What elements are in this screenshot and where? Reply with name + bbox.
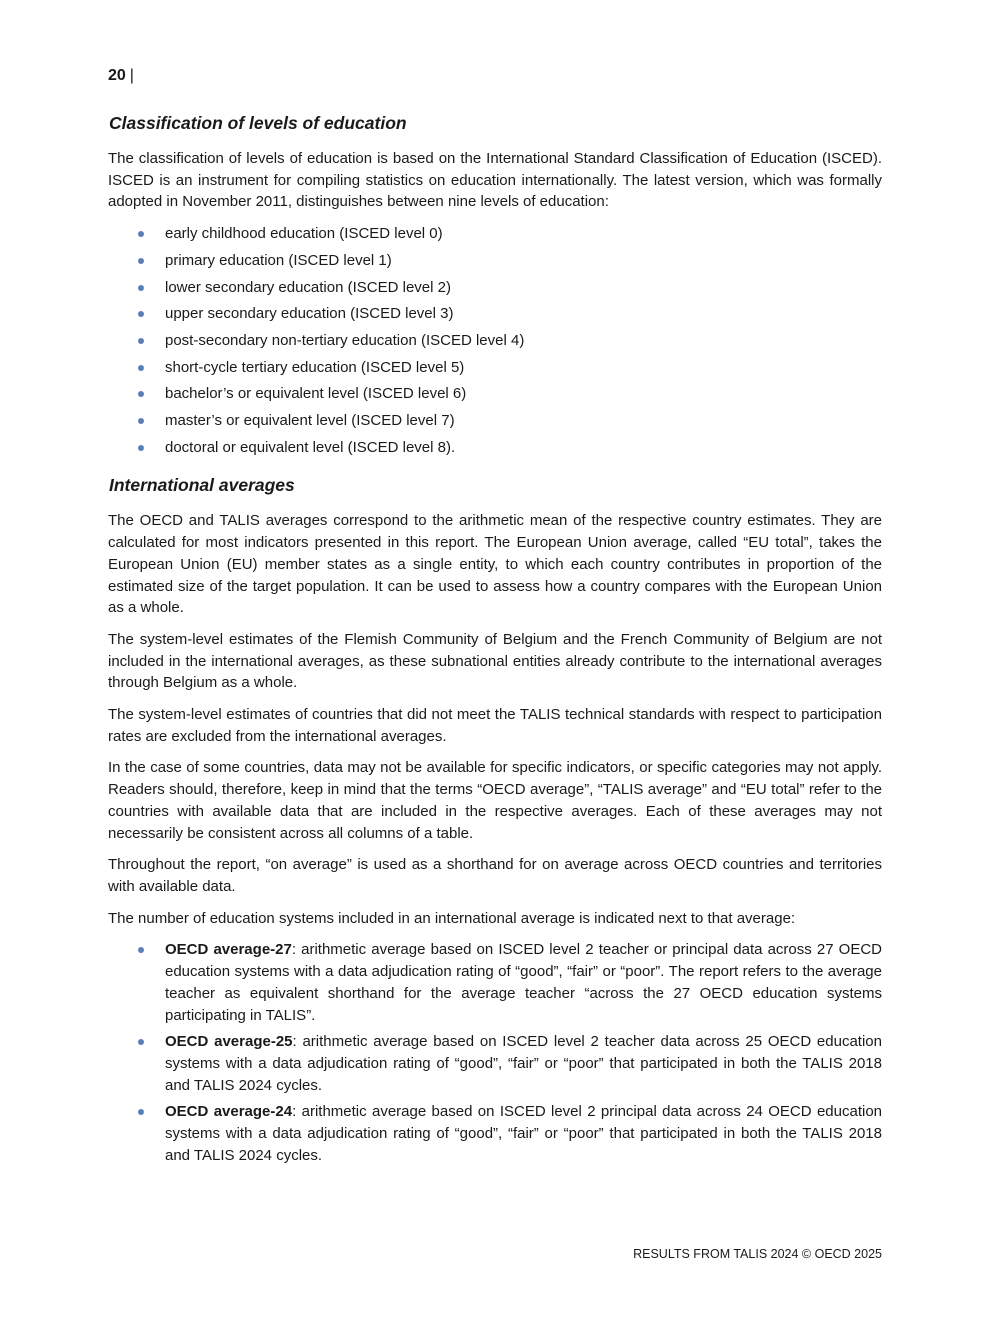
- average-term: OECD average-27: [165, 941, 292, 959]
- list-item: [108, 277, 882, 299]
- list-item: [108, 383, 882, 405]
- list-item-text: primary education (ISCED level 1): [165, 251, 392, 269]
- bullet-icon: [138, 445, 144, 451]
- body-paragraph: The OECD and TALIS averages correspond to the arithmetic mean of the respective country estimates. They are calculated for most indicators presented in this report. The European Union average, called “EU total”, takes the European Union (EU) member states as a single entity, to which each country contributes in proportion of the estimated size of the target population. It can be used to assess how a country compares with the European Union as a whole.: [108, 512, 882, 617]
- section-international-averages: [108, 474, 882, 1166]
- body-paragraph: The system-level estimates of countries that did not meet the TALIS technical standards with respect to participation rates are excluded from the international averages.: [108, 706, 882, 745]
- list-item-text: bachelor’s or equivalent level (ISCED level 6): [165, 385, 467, 403]
- average-description: : arithmetic average based on ISCED level 2 principal data across 24 OECD education systems with a data adjudication rating of “good”, “fair” or “poor” that participated in both the TALIS 2018 and TALIS 2024 cycles.: [165, 1103, 882, 1164]
- list-item: [108, 410, 882, 432]
- list-item-text: master’s or equivalent level (ISCED level 7): [165, 412, 455, 430]
- section-heading-international-averages: International averages: [109, 475, 295, 496]
- body-paragraph: The number of education systems included in an international average is indicated next to that average:: [108, 909, 796, 927]
- list-item: [108, 1101, 882, 1166]
- list-item: [108, 303, 882, 325]
- bullet-icon: [138, 947, 144, 953]
- bullet-icon: [138, 338, 144, 344]
- page-number: [108, 66, 134, 86]
- list-item: [108, 330, 882, 352]
- bullet-icon: [138, 365, 144, 371]
- list-item-text: upper secondary education (ISCED level 3): [165, 305, 454, 323]
- page-footer: RESULTS FROM TALIS 2024 © OECD 2025: [633, 1247, 882, 1261]
- list-item-text: lower secondary education (ISCED level 2): [165, 278, 451, 296]
- section-heading-classification: Classification of levels of education: [109, 113, 407, 133]
- page-content: [108, 112, 882, 1176]
- page-number-value: 20: [108, 67, 126, 84]
- list-item: [108, 1031, 882, 1096]
- list-item-text: early childhood education (ISCED level 0): [165, 225, 443, 243]
- body-paragraph: In the case of some countries, data may not be available for specific indicators, or specific categories may not apply. Readers should, therefore, keep in mind that the terms “OECD average”, “TALIS average” and “EU total” refer to the countries with available data that are included in the respective averages. Each of these averages may not necessarily be consistent across all columns of a table.: [108, 759, 882, 842]
- classification-intro-paragraph: The classification of levels of education is based on the International Standard Classification of Education (ISCED). ISCED is an instrument for compiling statistics on education internationally. The latest version, which was formally adopted in November 2011, distinguishes between nine levels of education:: [108, 150, 882, 211]
- bullet-icon: [138, 1039, 144, 1045]
- list-item: [108, 357, 882, 379]
- list-item-text: short-cycle tertiary education (ISCED level 5): [165, 358, 465, 376]
- body-paragraph: The system-level estimates of the Flemish Community of Belgium and the French Community of Belgium are not included in the international averages, as these subnational entities already contribute to the international averages through Belgium as a whole.: [108, 630, 882, 692]
- average-term: OECD average-24: [165, 1103, 293, 1121]
- bullet-icon: [138, 391, 144, 397]
- average-description: : arithmetic average based on ISCED level 2 teacher data across 25 OECD education systems with a data adjudication rating of “good”, “fair” or “poor” that participated in both the TALIS 2018 and TALIS 2024 cycles.: [165, 1033, 882, 1094]
- list-item-text: doctoral or equivalent level (ISCED level 8).: [165, 438, 456, 456]
- body-paragraph: Throughout the report, “on average” is used as a shorthand for on average across OECD countries and territories with available data.: [108, 856, 882, 895]
- bullet-icon: [138, 418, 144, 424]
- section-classification-levels: [108, 112, 882, 458]
- bullet-icon: [138, 1109, 144, 1115]
- list-item: [108, 939, 882, 1026]
- bullet-icon: [138, 285, 144, 291]
- bullet-icon: [138, 258, 144, 264]
- average-description: : arithmetic average based on ISCED level 2 teacher or principal data across 27 OECD education systems with a data adjudication rating of “good”, “fair” or “poor”. The report refers to the average teacher as equivalent shorthand for the average teacher “across the 27 OECD education systems participating in TALIS”.: [165, 941, 882, 1024]
- isced-levels-list: [108, 223, 882, 458]
- bullet-icon: [138, 231, 144, 237]
- page-number-separator: |: [129, 67, 134, 84]
- list-item: [108, 437, 882, 459]
- average-term: OECD average-25: [165, 1033, 293, 1051]
- list-item: [108, 250, 882, 272]
- bullet-icon: [138, 311, 144, 317]
- list-item-text: post-secondary non-tertiary education (ISCED level 4): [165, 331, 525, 349]
- averages-list: [108, 939, 882, 1166]
- list-item: [108, 223, 882, 245]
